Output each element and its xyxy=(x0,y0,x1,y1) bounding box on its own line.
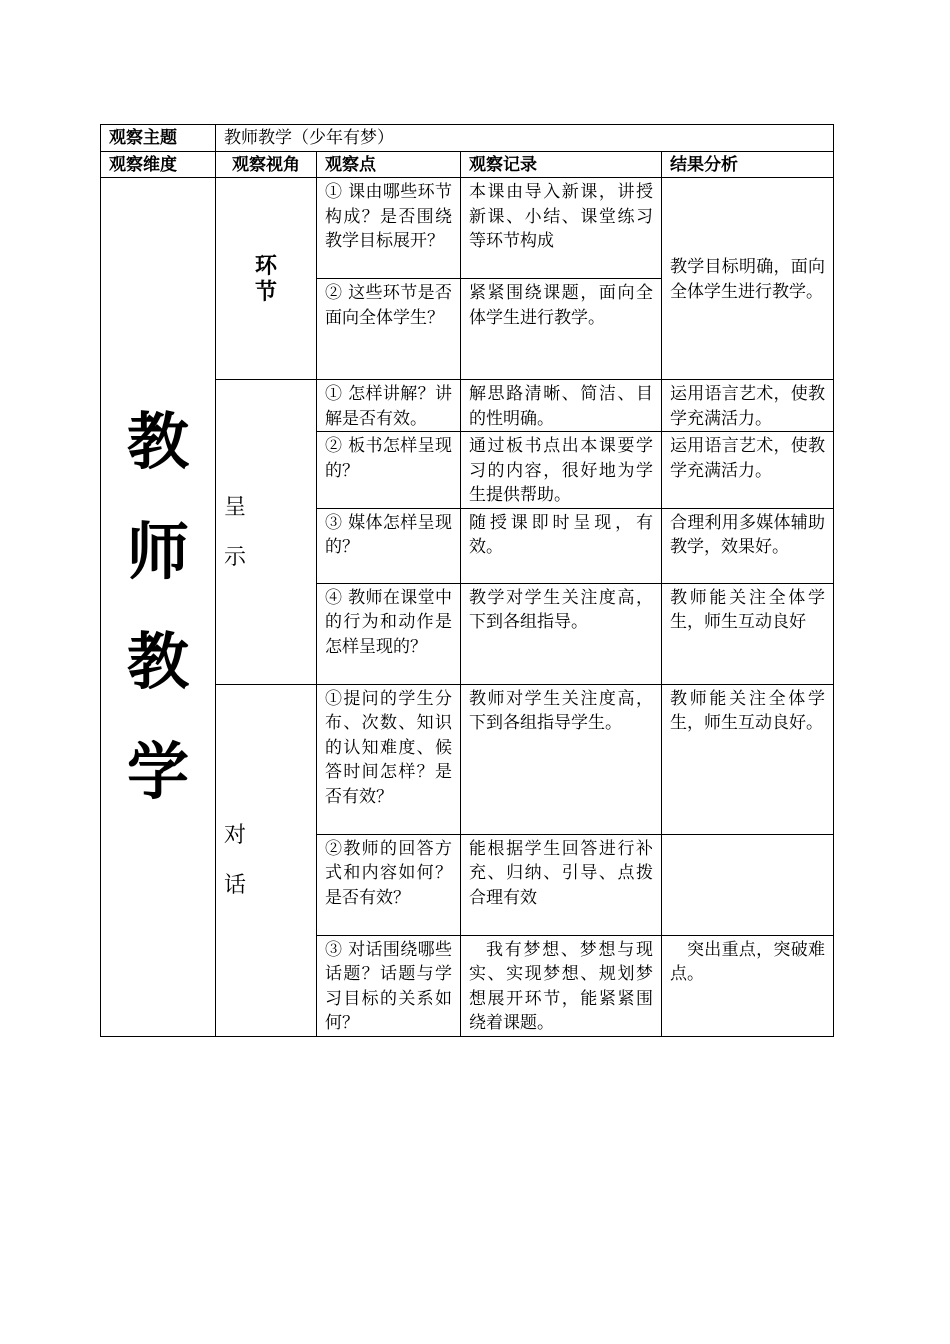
header-record: 观察记录 xyxy=(461,151,662,178)
observation-record: 解思路清晰、简洁、目的性明确。 xyxy=(461,380,662,432)
observation-record: 我有梦想、梦想与现实、实现梦想、规划梦想展开环节，能紧紧围绕着课题。 xyxy=(461,935,662,1036)
topic-value: 教师教学（少年有梦） xyxy=(216,125,834,152)
result-analysis: 运用语言艺术，使教学充满活力。 xyxy=(662,380,834,432)
observation-point: ③ 对话围绕哪些话题？话题与学习目标的关系如何？ xyxy=(317,935,461,1036)
observation-point: ② 板书怎样呈现的？ xyxy=(317,432,461,509)
observation-record: 通过板书点出本课要学习的内容，很好地为学生提供帮助。 xyxy=(461,432,662,509)
header-analysis: 结果分析 xyxy=(662,151,834,178)
observation-point: ①提问的学生分布、次数、知识的认知难度、候答时间怎样？是否有效？ xyxy=(317,684,461,834)
result-analysis: 突出重点，突破难点。 xyxy=(662,935,834,1036)
observation-point: ① 怎样讲解？讲解是否有效。 xyxy=(317,380,461,432)
dimension-char: 师 xyxy=(126,514,189,588)
observation-record: 能根据学生回答进行补充、归纳、引导、点拨合理有效 xyxy=(461,834,662,935)
observation-point: ② 这些环节是否面向全体学生？ xyxy=(317,279,461,380)
observation-table-page xyxy=(100,124,833,1033)
perspective-char: 环 xyxy=(254,253,277,279)
observation-point: ③ 媒体怎样呈现的？ xyxy=(317,508,461,583)
perspective-char: 节 xyxy=(254,279,277,305)
observation-record: 教师对学生关注度高，下到各组指导学生。 xyxy=(461,684,662,834)
observation-table xyxy=(100,124,834,1037)
observation-point: ④ 教师在课堂中的行为和动作是怎样呈现的？ xyxy=(317,583,461,684)
header-row xyxy=(101,151,834,178)
perspective-cell-huanjie xyxy=(216,178,317,380)
topic-label: 观察主题 xyxy=(101,125,216,152)
header-perspective: 观察视角 xyxy=(216,151,317,178)
dimension-cell xyxy=(101,178,216,1037)
topic-row xyxy=(101,125,834,152)
observation-record: 本课由导入新课，讲授新课、小结、课堂练习等环节构成 xyxy=(461,178,662,279)
table-row xyxy=(101,178,834,279)
observation-point: ②教师的回答方式和内容如何？是否有效？ xyxy=(317,834,461,935)
header-dimension: 观察维度 xyxy=(101,151,216,178)
result-analysis: 教师能关注全体学生，师生互动良好。 xyxy=(662,684,834,834)
result-analysis: 运用语言艺术，使教学充满活力。 xyxy=(662,432,834,509)
perspective-cell-duihua xyxy=(216,684,317,1036)
perspective-char: 对 xyxy=(224,823,247,848)
observation-point: ① 课由哪些环节构成？是否围绕教学目标展开？ xyxy=(317,178,461,279)
dimension-char: 教 xyxy=(126,404,189,478)
observation-record: 随授课即时呈现，有效。 xyxy=(461,508,662,583)
perspective-cell-chengshi xyxy=(216,380,317,685)
perspective-char: 示 xyxy=(224,544,247,570)
result-analysis: 教学目标明确，面向全体学生进行教学。 xyxy=(662,178,834,380)
perspective-char: 呈 xyxy=(224,494,247,520)
observation-record: 紧紧围绕课题，面向全体学生进行教学。 xyxy=(461,279,662,380)
header-point: 观察点 xyxy=(317,151,461,178)
result-analysis: 合理利用多媒体辅助教学，效果好。 xyxy=(662,508,834,583)
perspective-char: 话 xyxy=(224,873,247,898)
dimension-char: 学 xyxy=(126,734,189,808)
dimension-char: 教 xyxy=(126,624,189,698)
observation-record: 教学对学生关注度高，下到各组指导。 xyxy=(461,583,662,684)
result-analysis: 教师能关注全体学生，师生互动良好 xyxy=(662,583,834,684)
result-analysis xyxy=(662,834,834,935)
